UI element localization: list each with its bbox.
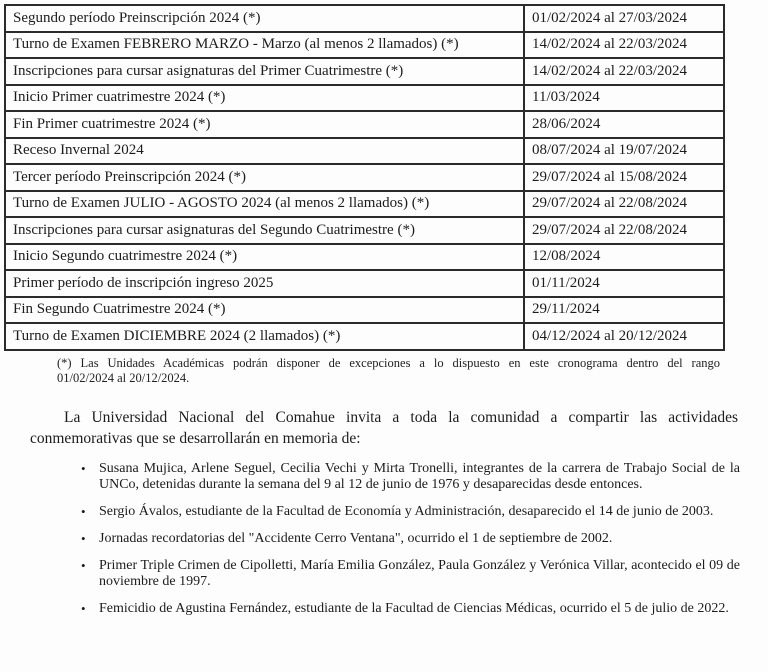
table-row bbox=[5, 138, 724, 165]
date-cell: 14/02/2024 al 22/03/2024 bbox=[524, 58, 724, 85]
list-item bbox=[81, 503, 740, 520]
footnote-line: (*) Las Unidades Académicas podrán disponer de excepciones a lo dispuesto en este cronograma dentro del rango bbox=[57, 355, 720, 370]
date-cell: 14/02/2024 al 22/03/2024 bbox=[524, 32, 724, 59]
list-item-text: Susana Mujica, Arlene Seguel, Cecilia Vechi y Mirta Tronelli, integrantes de la carrera de Trabajo Social de la UNCo, detenidas durante la semana del 9 al 12 de junio de 1976 y desaparecidas desde entonces. bbox=[99, 460, 740, 492]
event-cell: Inscripciones para cursar asignaturas del Segundo Cuatrimestre (*) bbox=[5, 217, 524, 244]
table-row bbox=[5, 323, 724, 350]
table-row bbox=[5, 85, 724, 112]
list-item-text: Primer Triple Crimen de Cipolletti, María Emilia González, Paula González y Verónica Villar, acontecido el 09 de noviembre de 1997. bbox=[99, 557, 740, 589]
date-cell: 11/03/2024 bbox=[524, 85, 724, 112]
table-row bbox=[5, 58, 724, 85]
event-cell: Turno de Examen JULIO - AGOSTO 2024 (al menos 2 llamados) (*) bbox=[5, 191, 524, 218]
table-row bbox=[5, 297, 724, 324]
list-item-text: Femicidio de Agustina Fernández, estudiante de la Facultad de Ciencias Médicas, ocurrido el 5 de julio de 2022. bbox=[99, 600, 729, 616]
event-cell: Receso Invernal 2024 bbox=[5, 138, 524, 165]
footnote-line: 01/02/2024 al 20/12/2024. bbox=[57, 370, 190, 385]
bullet-icon: • bbox=[81, 503, 86, 519]
event-cell: Fin Primer cuatrimestre 2024 (*) bbox=[5, 111, 524, 138]
bullet-icon: • bbox=[81, 530, 86, 546]
academic-calendar-table bbox=[4, 4, 725, 351]
list-item bbox=[81, 530, 740, 547]
date-cell: 01/11/2024 bbox=[524, 270, 724, 297]
event-cell: Tercer período Preinscripción 2024 (*) bbox=[5, 164, 524, 191]
event-cell: Inicio Segundo cuatrimestre 2024 (*) bbox=[5, 244, 524, 271]
date-cell: 01/02/2024 al 27/03/2024 bbox=[524, 5, 724, 32]
event-cell: Turno de Examen FEBRERO MARZO - Marzo (al menos 2 llamados) (*) bbox=[5, 32, 524, 59]
table-row bbox=[5, 191, 724, 218]
table-row bbox=[5, 111, 724, 138]
table-row bbox=[5, 164, 724, 191]
footnote bbox=[57, 356, 720, 386]
date-cell: 28/06/2024 bbox=[524, 111, 724, 138]
bullet-icon: • bbox=[81, 600, 86, 616]
date-cell: 08/07/2024 al 19/07/2024 bbox=[524, 138, 724, 165]
event-cell: Inicio Primer cuatrimestre 2024 (*) bbox=[5, 85, 524, 112]
table-row bbox=[5, 32, 724, 59]
date-cell: 04/12/2024 al 20/12/2024 bbox=[524, 323, 724, 350]
event-cell: Inscripciones para cursar asignaturas del Primer Cuatrimestre (*) bbox=[5, 58, 524, 85]
table-row bbox=[5, 270, 724, 297]
date-cell: 29/07/2024 al 15/08/2024 bbox=[524, 164, 724, 191]
list-item bbox=[81, 557, 740, 590]
table-row bbox=[5, 217, 724, 244]
bullet-icon: • bbox=[81, 557, 86, 573]
event-cell: Primer período de inscripción ingreso 2025 bbox=[5, 270, 524, 297]
date-cell: 29/07/2024 al 22/08/2024 bbox=[524, 217, 724, 244]
event-cell: Turno de Examen DICIEMBRE 2024 (2 llamados) (*) bbox=[5, 323, 524, 350]
date-cell: 29/11/2024 bbox=[524, 297, 724, 324]
list-item-text: Jornadas recordatorias del "Accidente Cerro Ventana", ocurrido el 1 de septiembre de 2002. bbox=[99, 530, 613, 546]
intro-paragraph: La Universidad Nacional del Comahue invita a toda la comunidad a compartir las actividades conmemorativas que se desarrollarán en memoria de: bbox=[30, 408, 738, 447]
date-cell: 12/08/2024 bbox=[524, 244, 724, 271]
list-item bbox=[81, 460, 740, 493]
list-item bbox=[81, 600, 740, 617]
date-cell: 29/07/2024 al 22/08/2024 bbox=[524, 191, 724, 218]
table-row bbox=[5, 244, 724, 271]
event-cell: Segundo período Preinscripción 2024 (*) bbox=[5, 5, 524, 32]
bullet-icon: • bbox=[81, 460, 86, 476]
list-item-text: Sergio Ávalos, estudiante de la Facultad de Economía y Administración, desaparecido el 14 de junio de 2003. bbox=[99, 503, 714, 519]
memorial-list bbox=[81, 460, 740, 617]
table-row bbox=[5, 5, 724, 32]
event-cell: Fin Segundo Cuatrimestre 2024 (*) bbox=[5, 297, 524, 324]
